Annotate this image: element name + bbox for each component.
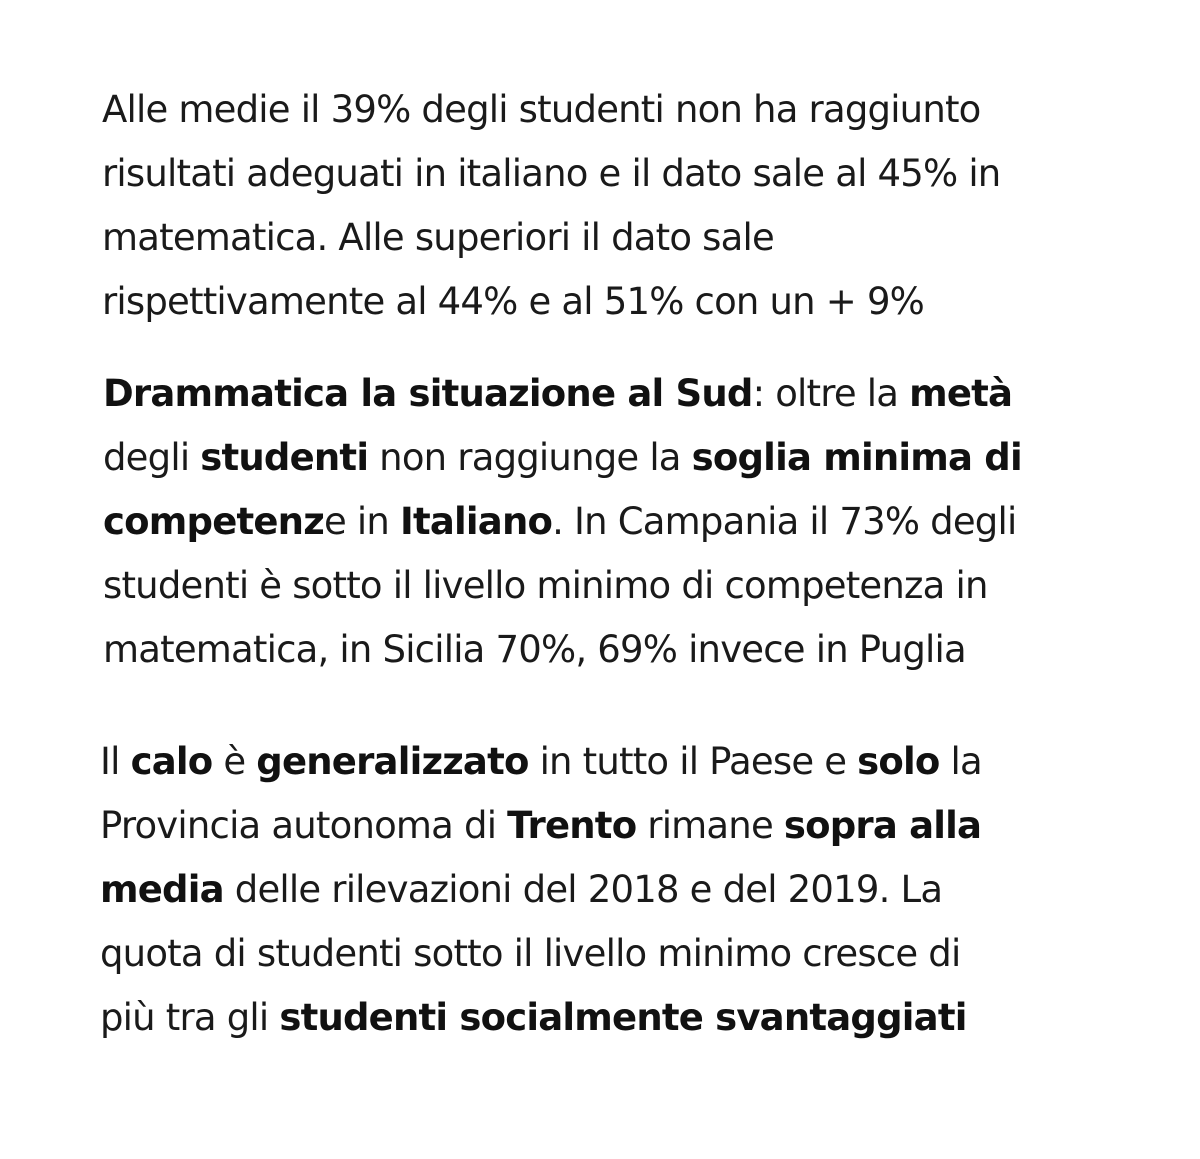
bold-text-run: studenti bbox=[200, 436, 369, 479]
text-line bbox=[100, 730, 1160, 794]
bold-text-run: sopra alla bbox=[783, 804, 982, 847]
text-run: Provincia autonoma di bbox=[100, 804, 508, 847]
text-run: . In Campania il 73% degli bbox=[552, 500, 1017, 543]
paragraph-middle-school-results bbox=[102, 78, 1160, 334]
text-line bbox=[100, 794, 1160, 858]
bold-text-run: Drammatica la situazione al Sud bbox=[103, 372, 753, 415]
text-line bbox=[102, 270, 1160, 334]
text-run: matematica, in Sicilia 70%, 69% invece in Puglia bbox=[103, 628, 966, 671]
text-line bbox=[103, 554, 1160, 618]
text-run: rispettivamente al 44% e al 51% con un + 9% bbox=[102, 280, 925, 323]
bold-text-run: solo bbox=[857, 740, 940, 783]
bold-text-run: competenz bbox=[103, 500, 324, 543]
bold-text-run: media bbox=[100, 868, 224, 911]
paragraph-generalized-decline bbox=[100, 730, 1160, 1050]
text-run: Alle medie il 39% degli studenti non ha raggiunto bbox=[102, 88, 981, 131]
text-run: degli bbox=[103, 436, 201, 479]
text-run: matematica. Alle superiori il dato sale bbox=[102, 216, 774, 259]
text-run: Il bbox=[100, 740, 131, 783]
article-body bbox=[100, 78, 1160, 1050]
bold-text-run: generalizzato bbox=[256, 740, 529, 783]
text-line bbox=[100, 858, 1160, 922]
text-run: più tra gli bbox=[100, 996, 280, 1039]
bold-text-run: calo bbox=[130, 740, 213, 783]
paragraph-south-situation bbox=[103, 362, 1160, 682]
text-line bbox=[103, 490, 1160, 554]
text-run: in tutto il Paese e bbox=[528, 740, 858, 783]
bold-text-run: soglia minima di bbox=[691, 436, 1022, 479]
text-run: la bbox=[939, 740, 982, 783]
bold-text-run: Italiano bbox=[399, 500, 553, 543]
text-line bbox=[103, 426, 1160, 490]
text-line bbox=[100, 986, 1160, 1050]
text-line bbox=[102, 78, 1160, 142]
text-run: non raggiunge la bbox=[368, 436, 692, 479]
text-run: è bbox=[212, 740, 257, 783]
text-line bbox=[102, 142, 1160, 206]
text-run: : oltre la bbox=[752, 372, 910, 415]
text-line bbox=[100, 922, 1160, 986]
text-run: risultati adeguati in italiano e il dato sale al 45% in bbox=[102, 152, 1001, 195]
text-line bbox=[102, 206, 1160, 270]
bold-text-run: metà bbox=[909, 372, 1013, 415]
text-run: rimane bbox=[636, 804, 784, 847]
bold-text-run: studenti socialmente svantaggiati bbox=[279, 996, 967, 1039]
text-run: studenti è sotto il livello minimo di competenza in bbox=[103, 564, 988, 607]
text-run: delle rilevazioni del 2018 e del 2019. La bbox=[223, 868, 943, 911]
bold-text-run: Trento bbox=[507, 804, 637, 847]
text-run: quota di studenti sotto il livello minimo cresce di bbox=[100, 932, 961, 975]
text-run: e in bbox=[323, 500, 400, 543]
text-line bbox=[103, 362, 1160, 426]
text-line bbox=[103, 618, 1160, 682]
